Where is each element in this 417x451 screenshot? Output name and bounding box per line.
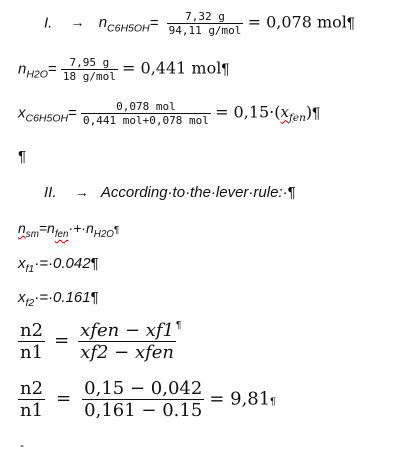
pilcrow: ¶	[312, 104, 321, 122]
fraction-denominator: 18 g/mol	[62, 70, 116, 83]
lhs-fraction	[18, 320, 45, 363]
n-subscript: C6H5OH	[107, 22, 150, 35]
pilcrow: ¶	[176, 320, 182, 331]
xf1-value: ·=·0.042	[34, 255, 91, 272]
fraction-numerator: 7,32 g	[185, 10, 225, 23]
x-symbol: x	[18, 289, 26, 306]
trailing-mark: -	[20, 438, 24, 451]
water-moles-line	[18, 56, 229, 83]
equals: =	[47, 60, 57, 78]
section1-line	[44, 10, 355, 37]
result-value: = 9,81	[209, 388, 271, 410]
h2o-subscript: H2O	[93, 228, 114, 240]
tab-arrow: →	[74, 184, 89, 200]
fraction-mass-molar	[167, 10, 244, 37]
lhs-numerator: n2	[20, 320, 44, 341]
lhs-fraction	[18, 378, 45, 421]
sm-subscript: sm	[25, 228, 39, 240]
rhs-numerator: 0,15 − 0,042	[84, 378, 203, 399]
n-symbol: n	[18, 60, 27, 78]
fraction-denominator: 94,11 g/mol	[168, 24, 242, 37]
mole-sum-line	[18, 220, 119, 240]
fen-subscript: fen	[54, 228, 69, 240]
f2-subscript: f2	[25, 297, 35, 309]
tab-arrow: →	[70, 14, 85, 31]
rhs-fraction	[82, 378, 204, 421]
plus-n: ·+·n	[68, 220, 94, 236]
fraction-numerator: 7,95 g	[69, 56, 110, 69]
equals: =	[68, 104, 77, 122]
section1-numeral: I.	[44, 14, 53, 32]
equals-n: =n	[38, 220, 55, 236]
n-symbol: n	[98, 14, 108, 32]
xfen-symbol	[280, 103, 306, 125]
rhs-denominator: xf2 − xfen	[80, 342, 175, 363]
x-symbol: x	[18, 104, 26, 122]
section2-line	[44, 184, 296, 201]
n-subscript: H2O	[26, 68, 48, 81]
section2-numeral: II.	[44, 184, 57, 201]
mole-fraction-line	[18, 100, 320, 127]
xf2-value: ·=·0.161	[34, 289, 91, 306]
equals: =	[149, 14, 159, 32]
fraction-denominator: 0,441 mol+0,078 mol	[83, 114, 209, 127]
x-symbol: x	[18, 255, 26, 272]
pilcrow: ¶	[221, 60, 230, 78]
x-subscript: C6H5OH	[25, 112, 69, 125]
result-value: = 0,441 mol	[122, 58, 222, 78]
pilcrow: ¶	[90, 289, 99, 306]
pilcrow: ¶	[287, 184, 296, 201]
nsm-symbol	[18, 220, 39, 240]
fen-subscript: fen	[288, 112, 306, 125]
lhs-denominator: n1	[20, 342, 44, 363]
close-paren: )	[305, 102, 313, 122]
x-letter: x	[280, 103, 289, 122]
rhs-denominator: 0,161 − 0.15	[84, 400, 203, 421]
lever-rule-numeric	[18, 378, 276, 421]
equals: =	[56, 388, 72, 410]
pilcrow: ¶	[18, 148, 27, 165]
empty-paragraph	[18, 148, 26, 165]
f1-subscript: f1	[25, 263, 35, 275]
fraction-mole-ratio	[81, 100, 211, 127]
section2-heading: According·to·the·lever·rule:·	[100, 184, 288, 201]
pilcrow: ¶	[346, 14, 355, 32]
xf1-line	[18, 255, 99, 275]
result-value: = 0,078 mol	[247, 12, 347, 32]
xf2-line	[18, 289, 99, 309]
pilcrow: ¶	[90, 255, 99, 272]
pilcrow: ¶	[270, 396, 276, 408]
result-value: = 0,15·(	[215, 102, 281, 122]
rhs-numerator: xfen − xf1	[80, 320, 175, 341]
lhs-denominator: n1	[20, 400, 44, 421]
rhs-fraction	[78, 320, 176, 363]
fraction-mass-molar	[61, 56, 118, 83]
lhs-numerator: n2	[20, 378, 44, 399]
fraction-numerator: 0,078 mol	[116, 100, 176, 113]
pilcrow: ¶	[113, 225, 120, 236]
equals: =	[54, 330, 70, 352]
lever-rule-equation	[18, 320, 181, 363]
n-letter: n	[18, 220, 26, 236]
